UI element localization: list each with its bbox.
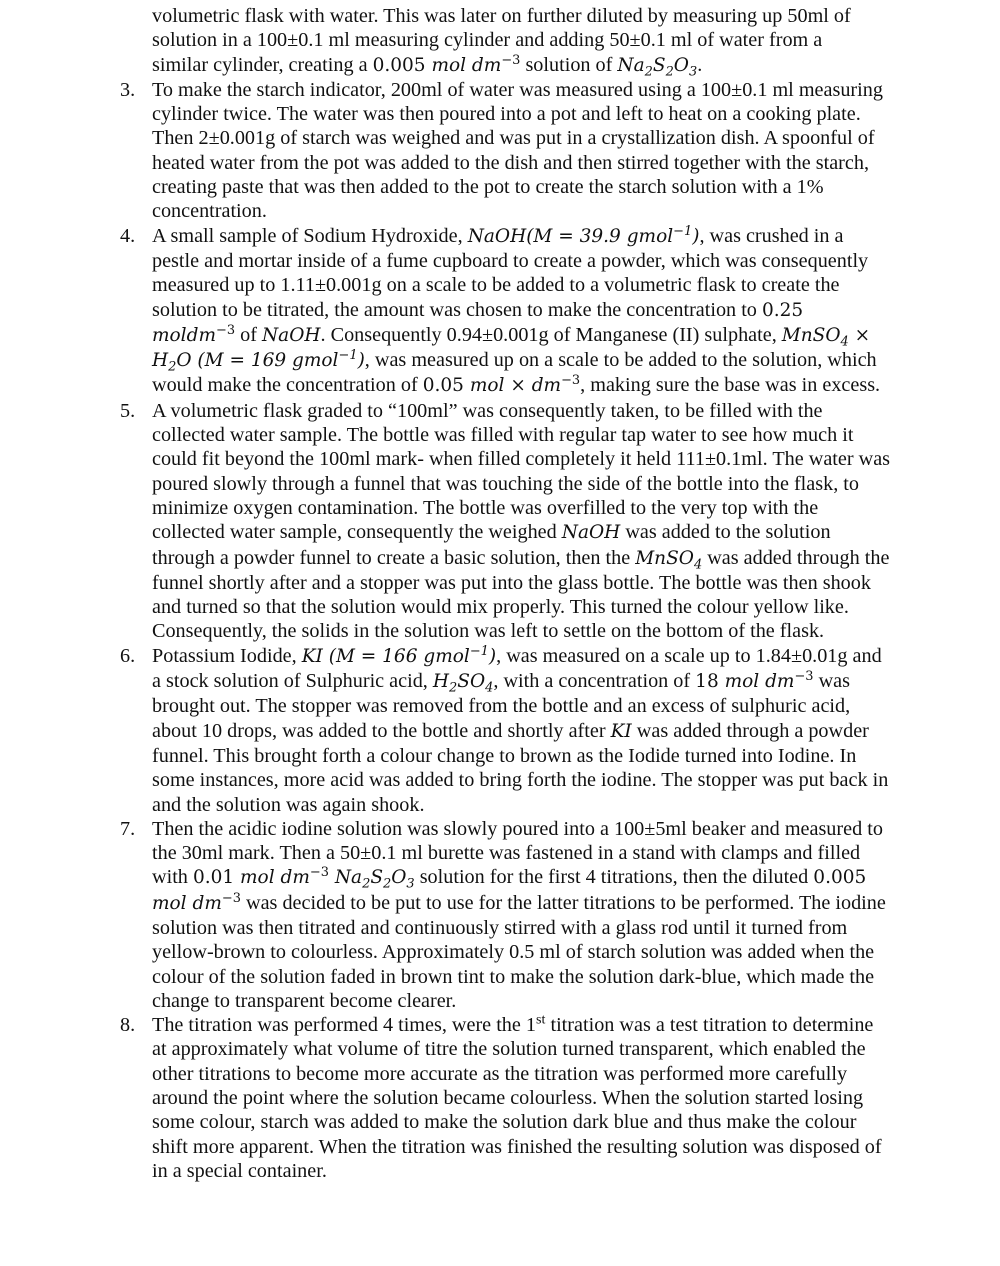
math-formula-na2s2o3: $Na_2S_2O_3$: [617, 54, 698, 80]
math-h2so4: $H_2SO_4$: [432, 671, 494, 696]
intro-line-3b: solution of: [520, 53, 618, 76]
list-item-8: 8. The titration was performed 4 times, were the 1st titration was a test titration to determine at approximately what volume of titre the solution turned transparent, which enabled the other titrations to become more accurate as the titration was performed more carefully around the point where the solution became colourless. When the solution started losing some colour, starch was added to make the solution dark blue and thus make the colour shift more apparent. When the titration was finished the resulting solution was disposed of in a special container.: [120, 1011, 882, 1182]
math-conc-0005: 0.005 mol $dm^{-3}$: [152, 867, 867, 914]
math-mnso4-molar-mass: MnSO$_4$ × $H_2O$ (M = 169 gmol$^{-1}$): [152, 324, 871, 375]
list-number: 3.: [120, 78, 136, 101]
list-number: 4.: [120, 224, 136, 247]
list-item-6: 6. Potassium Iodide, KI (M = 166 gmol$^{-1}$), was measured on a scale up to 1.84±0.01g and a stock solution of Sulphuric acid, $H_2SO_4$, with a concentration of 18 mol $dm^{-3}$ was brought out. The stopper was removed from the bottle and an excess of sulphuric acid, about 10 drops, was added to the bottle and shortly after KI was added through a powder funnel. This brought forth a colour change to brown as the Iodide turned into Iodine. In some instances, more acid was added to bring forth the iodine. The stopper was put back in and the solution was again shook.: [120, 643, 889, 816]
math-mnso4: MnSO$_4$: [635, 547, 703, 573]
list-number: 7.: [120, 817, 136, 840]
math-naoh: NaOH: [261, 324, 321, 346]
math-conc-025: 0.25 moldm$^{-3}$: [152, 299, 804, 346]
math-conc-18: 18 mol $dm^{-3}$: [695, 668, 814, 693]
list-text: To make the starch indicator, 200ml of water was measured using a 100±0.1 ml measuring cylinder twice. The water was then poured into a pot and left to heat on a cooking plate. Then 2±0.001g of starch was weighed and was put in a crystallization dish. A spoonful of heated water from the pot was added to the dish and then stirred together with the starch, creating paste that was then added to the pot to create the starch solution with a 1% concentration.: [152, 78, 883, 223]
intro-line-1: volumetric flask with water. This was later on further diluted by measuring up 50ml of: [152, 5, 851, 27]
list-number: 6.: [120, 644, 136, 667]
math-ki-molar-mass: KI (M = 166 gmol$^{-1}$): [301, 643, 497, 667]
math-conc-001-na2s2o3: 0.01 mol $dm^{-3}$ $Na_2S_2O_3$: [192, 865, 415, 893]
superscript-st: st: [536, 1011, 546, 1028]
list-item-3: [120, 78, 892, 224]
list-number: 5.: [120, 399, 136, 422]
math-conc-005: 0.05 mol × $dm^{-3}$: [422, 373, 581, 397]
intro-paragraph: volumetric flask with water. This was later on further diluted by measuring up 50ml of solution in a 100±0.1 ml measuring cylinder and adding 50±0.1 ml of water from a similar cylinder, creating a 0.005 mol $dm^{-3}$ solution of $Na_2S_2O_3$.: [152, 5, 851, 80]
list-number: 8.: [120, 1014, 136, 1037]
intro-line-3a: similar cylinder, creating a: [152, 53, 373, 76]
intro-line-2: solution in a 100±0.1 ml measuring cylinder and adding 50±0.1 ml of water from a: [152, 29, 823, 52]
list-item-4: 4. A small sample of Sodium Hydroxide, NaOH(M = 39.9 gmol$^{-1}$), was crushed in a pestle and mortar inside of a fume cupboard to create a powder, which was consequently measured up to 1.11±0.001g on a scale to be added to a volumetric flask to create the solution to be titrated, the amount was chosen to make the concentration to 0.25 moldm$^{-3}$ of NaOH. Consequently 0.94±0.001g of Manganese (II) sulphate, MnSO$_4$ × $H_2O$ (M = 169 gmol$^{-1}$), was measured up on a scale to be added to the solution, which would make the concentration of 0.05 mol × $dm^{-3}$, making sure the base was in excess.: [120, 223, 881, 397]
math-naoh-molar-mass: NaOH(M = 39.9 gmol$^{-1}$): [467, 223, 700, 247]
list-item-7: 7. Then the acidic iodine solution was slowly poured into a 100±5ml beaker and measured to the 30ml mark. Then a 50±0.1 ml burette was fastened in a stand with clamps and filled with 0.01 mol $dm^{-3}$ $Na_2S_2O_3$ solution for the first 4 titrations, then the diluted 0.005 mol $dm^{-3}$ was decided to be put to use for the latter titrations to be performed. The iodine solution was then titrated and continuously stirred with a glass rod until it turned from yellow-brown to colourless. Approximately 0.5 ml of starch solution was added when the colour of the solution faded in brown tint to make the solution dark-blue, which made the change to transparent become clearer.: [120, 817, 886, 1012]
list-item-5: 5. A volumetric flask graded to “100ml” was consequently taken, to be filled with the collected water sample. The bottle was filled with regular tap water to see how much it could fit beyond the 100ml mark- when filled completely it held 111±0.1ml. The water was poured slowly through a funnel that was touching the side of the bottle into the flask, to minimize oxygen contamination. The bottle was overfilled to the very top with the collected water sample, consequently the weighed NaOH was added to the solution through a powder funnel to create a basic solution, then the MnSO$_4$ was added through the funnel shortly after and a stopper was put into the glass bottle. The bottle was then shook and turned so that the solution would mix properly. This turned the colour yellow like. Consequently, the solids in the solution was left to settle on the bottom of the flask.: [120, 399, 891, 643]
math-conc: 0.005 mol $dm^{-3}$: [372, 52, 521, 76]
document-body: [120, 4, 892, 1183]
math-naoh: NaOH: [561, 522, 621, 544]
math-ki: KI: [610, 720, 632, 742]
